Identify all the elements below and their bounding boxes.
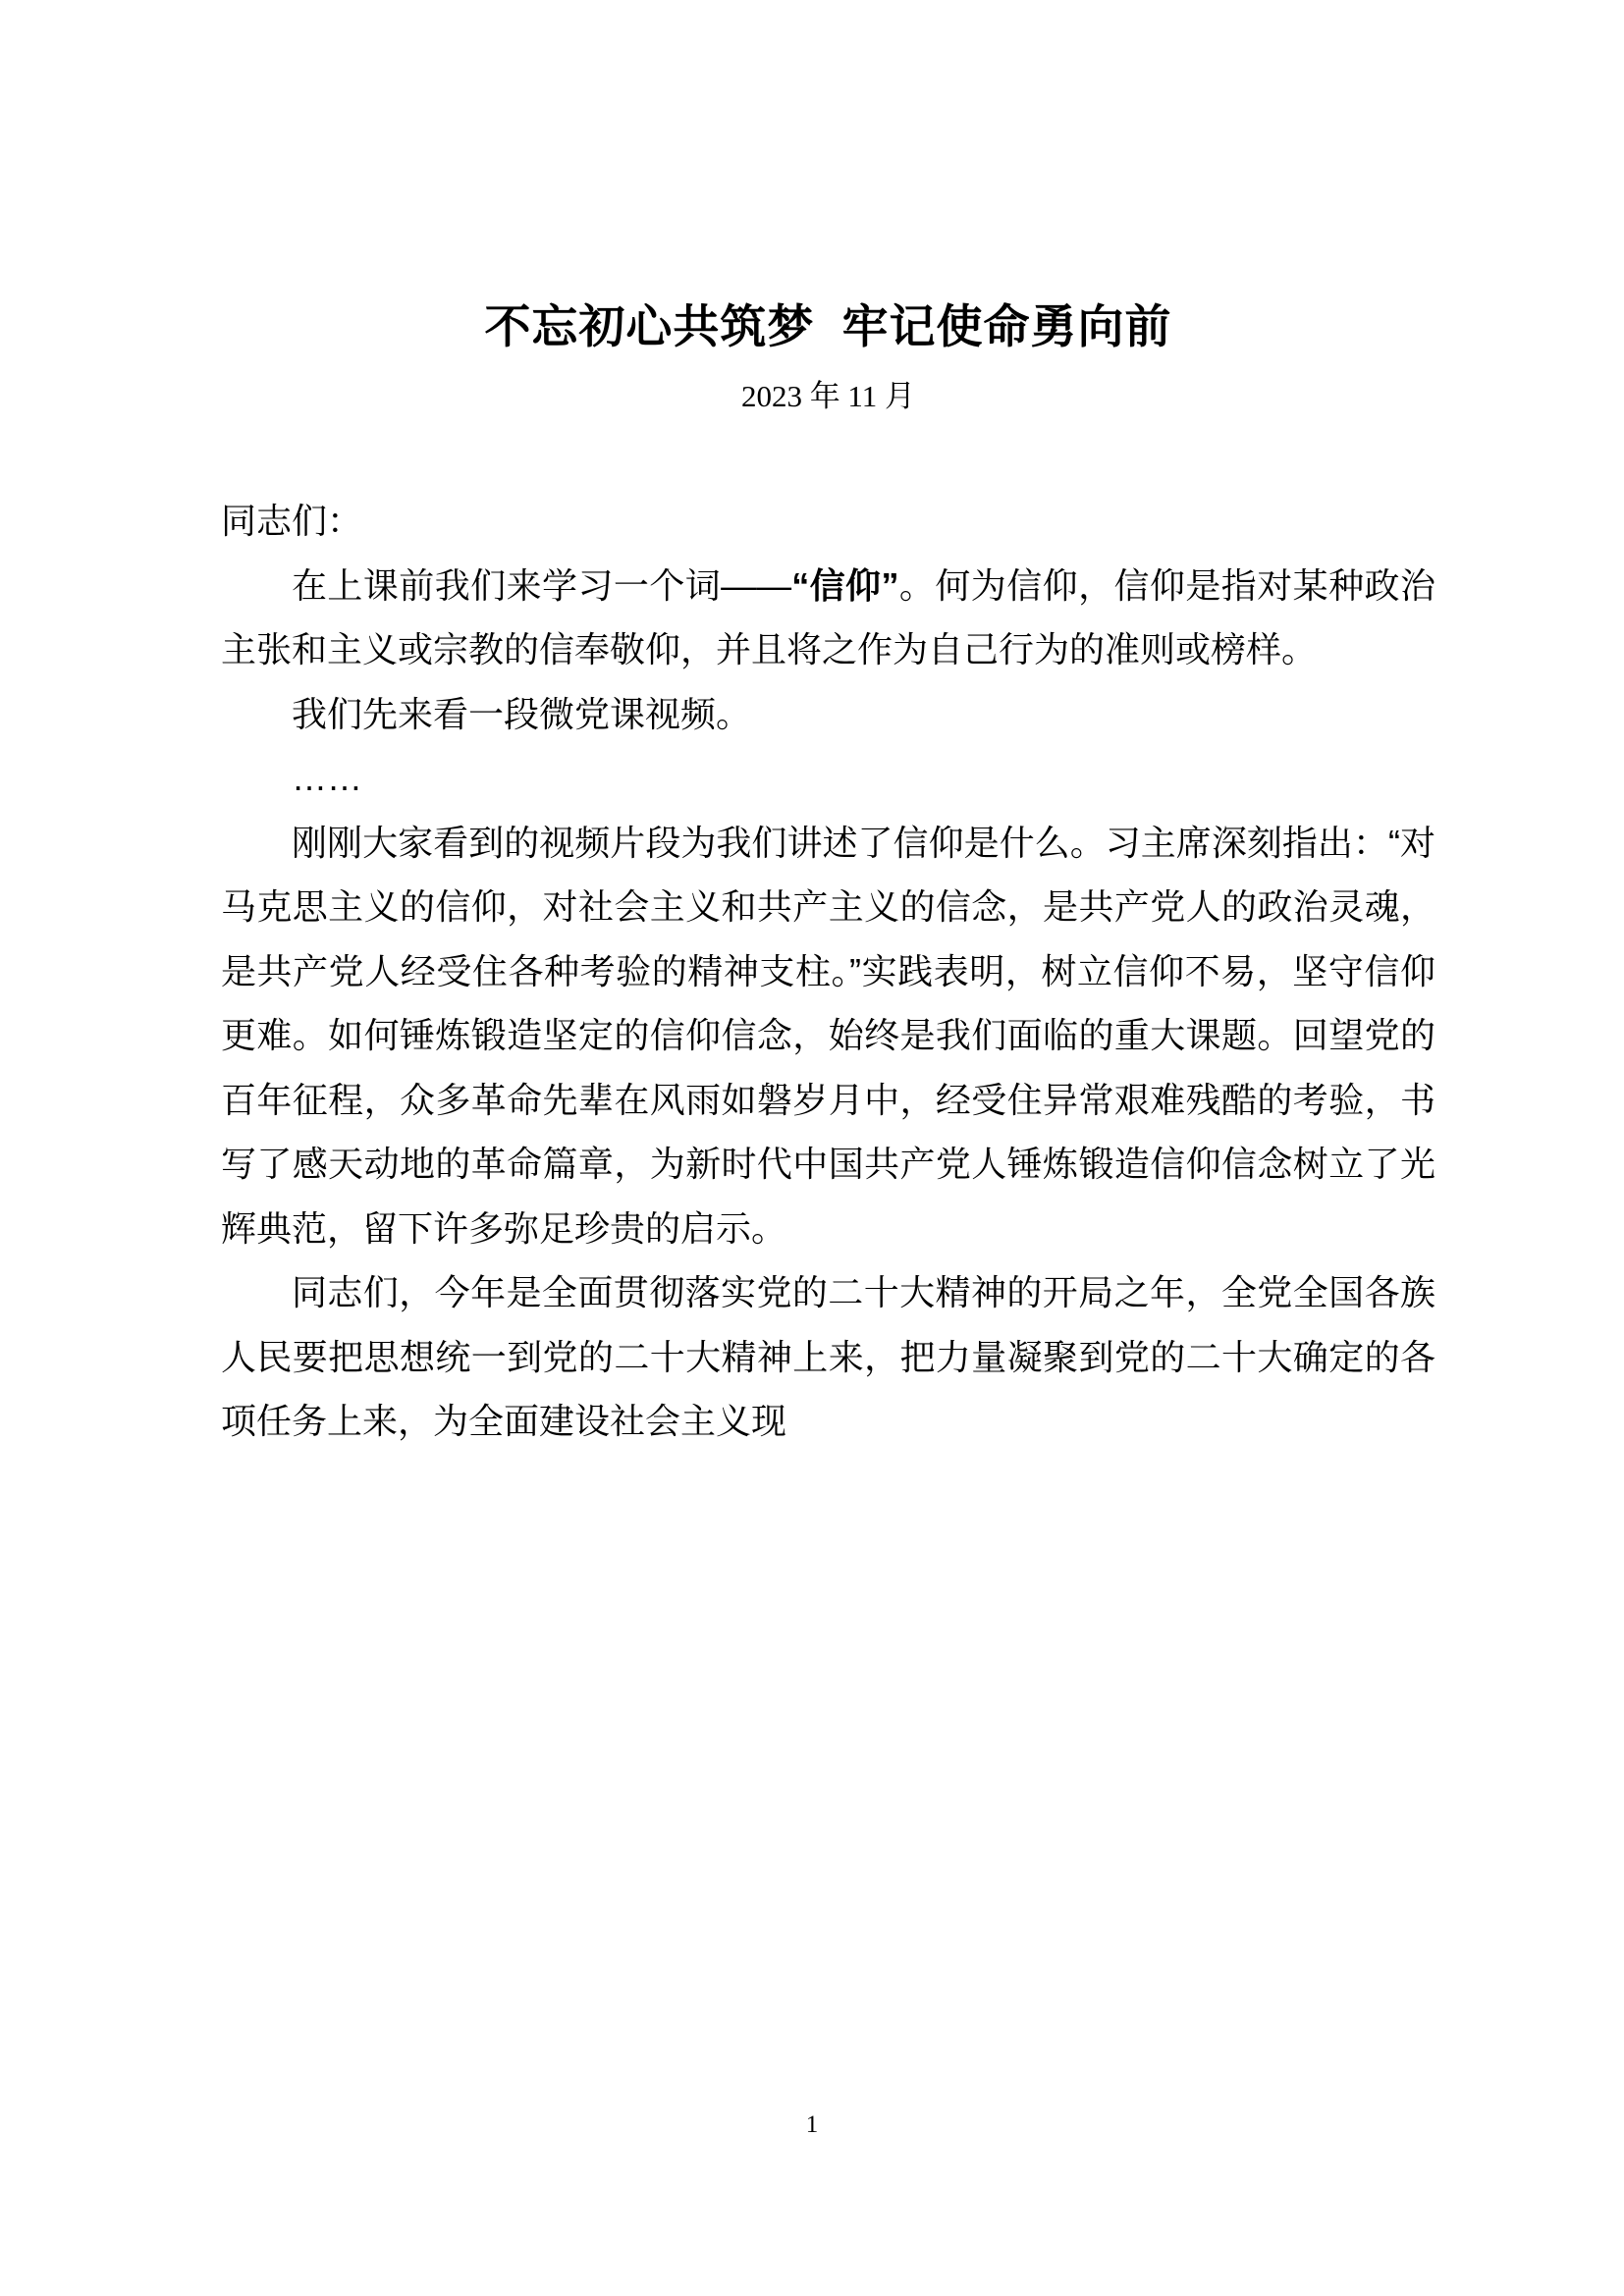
document-date: 2023 年 11 月 xyxy=(740,379,916,413)
page-title: 不忘初心共筑梦 牢记使命勇向前 xyxy=(484,300,1172,352)
paragraph-4: 刚刚大家看到的视频片段为我们讲述了信仰是什么。习主席深刻指出：“对马克思主义的信仰，对社会主义和共产主义的信念，是共产党人的政治灵魂，是共产党人经受住各种考验的精神支柱。”实践表明，树立信仰不易，坚守信仰更难。如何锤炼锻造坚定的信仰信念，始终是我们面临的重大课题。回望党的百年征程，众多革命先辈在风雨如磐岁月中，经受住异常艰难残酷的考验，书写了感天动地的革命篇章，为新时代中国共产党人锤炼锻造信仰信念树立了光辉典范，留下许多弥足珍贵的启示。 xyxy=(221,822,1435,1249)
paragraph-1-text-after: 。何为信仰，信仰是指对某种政治主张和主义或宗教的信奉敬仰，并且将之作为自己行为的准则或榜样。 xyxy=(221,564,1435,669)
document-content xyxy=(221,0,1435,1454)
paragraph-ellipsis: …… xyxy=(292,758,362,798)
document-body xyxy=(221,418,1435,1454)
page-number: 1 xyxy=(805,2111,819,2138)
paragraph-1-text-before: 在上课前我们来学习一个词—— xyxy=(292,564,792,606)
emphasis-belief-term: “信仰” xyxy=(791,564,899,606)
paragraph-5: 同志们，今年是全面贯彻落实党的二十大精神的开局之年，全党全国各族人民要把思想统一到党的二十大精神上来，把力量凝聚到党的二十大确定的各项任务上来，为全面建设社会主义现 xyxy=(221,1272,1435,1441)
salutation: 同志们： xyxy=(221,501,363,541)
paragraph-1 xyxy=(221,554,1435,682)
paragraph-2: 我们先来看一段微党课视频。 xyxy=(292,693,752,734)
